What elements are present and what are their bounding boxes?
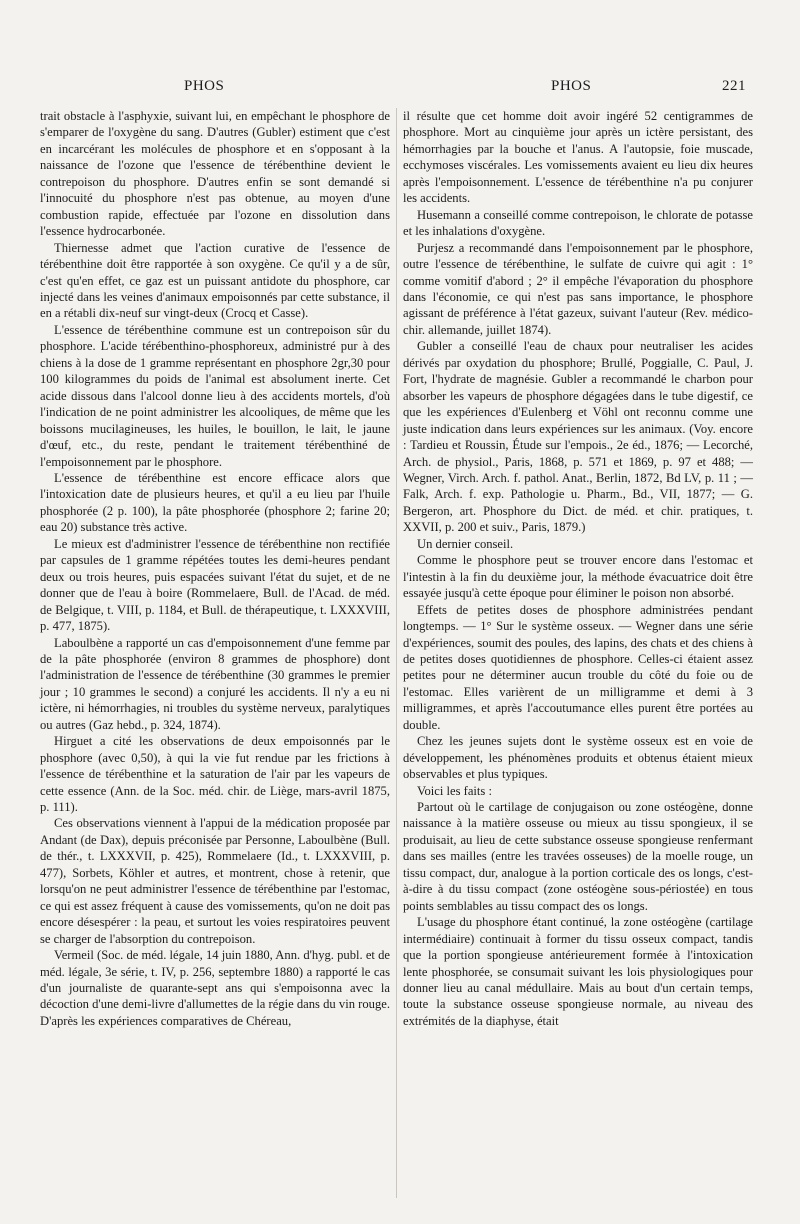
- left-column: [40, 108, 390, 1029]
- right-column: [403, 108, 753, 1029]
- paragraph: Ces observations viennent à l'appui de la médication proposée par Andant (de Dax), depuis préconisée par Personne, Laboulbène (Bull. de thér., t. LXXXVII, p. 425), Rommelaere (Id., t. LXXXVIII, p. 477), Sorbets, Köhler et autres, et montrent, chose à retenir, que lorsqu'on ne peut administrer l'essence de térébenthine par l'estomac, ce qui est assez fréquent à cause des vomissements, qu'on ne doit pas encore désespérer : la peau, et surtout les voies respiratoires peuvent se charger de l'absorption du contrepoison.: [40, 816, 390, 946]
- paragraph: Comme le phosphore peut se trouver encore dans l'estomac et l'intestin à la fin du deuxième jour, la méthode évacuatrice doit être essayée jusqu'à cette époque pour éliminer le poison non absorbé.: [403, 553, 753, 601]
- running-head-left: PHOS: [184, 78, 225, 94]
- paragraph: il résulte que cet homme doit avoir ingéré 52 centigrammes de phosphore. Mort au cinquième jour après un ictère persistant, des hémorrhagies par la bouche et l'anus. A l'autopsie, foie muscade, ecchymoses viscérales. Les vomissements avaient eu lieu dix heures après l'empoisonnement. L'essence de térébenthine n'a pu conjurer les accidents.: [403, 109, 753, 206]
- paragraph: Vermeil (Soc. de méd. légale, 14 juin 1880, Ann. d'hyg. publ. et de méd. légale, 3e série, t. IV, p. 256, septembre 1880) a rapporté le cas d'un journaliste de quarante-sept ans qui s'empoisonna avec la décoction d'une demi-livre d'allumettes de la régie dans du vin rouge. D'après les expériences comparatives de Chéreau,: [40, 948, 390, 1028]
- paragraph: Husemann a conseillé comme contrepoison, le chlorate de potasse et les inhalations d'oxygène.: [403, 207, 753, 239]
- paragraph: Partout où le cartilage de conjugaison ou zone ostéogène, donne naissance à la matière osseuse ou mieux au tissu spongieux, il se produisait, au lieu de cette substance osseuse spongieuse renfermant dans ses mailles (entre les travées osseuses) de la moelle rouge, un tissu compact, dur, analogue à la portion corticale des os longs, c'est-à-dire à du tissu compact (zone ostéogène sous-périostée) en tous points semblables au tissu compact des os longs.: [403, 800, 753, 913]
- paragraph: Effets de petites doses de phosphore administrées pendant longtemps. — 1° Sur le système osseux. — Wegner dans une série d'expériences, soumit des poules, des lapins, des chats et des chiens à de petites doses quotidiennes de phosphore. Celles-ci étaient assez petites pour ne déterminer aucun trouble du côté du foie ou de l'estomac. Elles varièrent de un milligramme et demi à 3 milligrammes, et après l'accoutumance elles purent être portées au double.: [403, 602, 753, 732]
- paragraph: L'usage du phosphore étant continué, la zone ostéogène (cartilage intermédiaire) continuait à former du tissu osseux compact, tandis que la portion spongieuse antérieurement formée à l'intoxication lente phosphorée, se consumait suivant les lois physiologiques pour donner lieu au canal médullaire. Mais au bout d'un certain temps, toute la substance osseuse spongieuse normale, au niveau des extrémités de la diaphyse, était: [403, 915, 753, 1028]
- paragraph: Chez les jeunes sujets dont le système osseux est en voie de développement, les phénomènes produits et obtenus étaient mieux observables et plus typiques.: [403, 734, 753, 782]
- paragraph: Un dernier conseil.: [417, 536, 514, 551]
- paragraph: Gubler a conseillé l'eau de chaux pour neutraliser les acides dérivés par oxydation du phosphore; Brullé, Poggialle, C. Paul, J. Fort, l'hydrate de magnésie. Gubler a recommandé le charbon pour absorber les vapeurs de phosphore dégagées dans le tube digestif, ce que les expériences d'Eulenberg et Vöhl ont reconnu comme une juste indication dans leurs expériences sur les animaux. (Voy. encore : Tardieu et Roussin, Étude sur l'empois., 2e éd., 1876; — Lecorché, Arch. de physiol., Paris, 1868, p. 571 et 1869, p. 97 et 488; — Wegner, Virch. Arch. f. pathol. Anat., Berlin, 1872, Bd LV, p. 11 ; — Falk, Arch. f. exp. Pathologie u. Pharm., Bd., VII, 1877; — G. Bergeron, art. Phosphore du Dict. de méd. et chir. pratiques, t. XXVII, p. 200 et suiv., Paris, 1879.): [403, 339, 753, 535]
- paragraph: Purjesz a recommandé dans l'empoisonnement par le phosphore, outre l'essence de térébenthine, le sulfate de cuivre qui agit : 1° comme vomitif d'abord ; 2° il empêche l'évaporation du phosphore dans l'économie, ce qui n'est pas sans importance, le phosphore agissant de préférence à l'état gazeux, suivant l'auteur (Rev. médico-chir. allemande, juillet 1874).: [403, 240, 753, 337]
- paragraph: Laboulbène a rapporté un cas d'empoisonnement d'une femme par de la pâte phosphorée (environ 8 grammes de phosphore) dont l'administration de l'essence de térébenthine (30 grammes le premier jour ; 10 grammes le second) a conjuré les accidents. Il n'y a eu ni ictère, ni hémorrhagies, ni troubles du système nerveux, paralytiques ou autres (Gaz hebd., p. 324, 1874).: [40, 635, 390, 732]
- column-divider: [396, 108, 397, 1198]
- paragraph: Le mieux est d'administrer l'essence de térébenthine non rectifiée par capsules de 1 gramme répétées toutes les demi-heures pendant deux ou trois heures, puis espacées suivant l'état du sujet, et de ne donner que de l'eau à boire (Rommelaere, Bull. de l'Acad. de méd. de Belgique, t. VIII, p. 1184, et Bull. de thérapeutique, t. LXXXVIII, p. 477, 1875).: [40, 536, 390, 634]
- paragraph: trait obstacle à l'asphyxie, suivant lui, en empêchant le phosphore de s'emparer de l'oxygène du sang. D'autres (Gubler) estiment que c'est en incarcérant les molécules de phosphore et en s'opposant à la naissance de l'ozone que l'essence de térébenthine devient le contrepoison du phosphore. D'autres enfin se sont demandé si l'innocuité du phosphore n'est pas obtenue, au moyen d'une combustion rapide, effectuée par l'ozone en dissolution dans l'essence hydrocarbonée.: [40, 109, 390, 239]
- page-number: 221: [722, 78, 746, 94]
- running-head-right: PHOS: [551, 78, 592, 94]
- paragraph: L'essence de térébenthine est encore efficace alors que l'intoxication date de plusieurs heures, et qu'il a eu lieu par l'huile phosphorée (2 p. 100), la pâte phosphorée (phosphore 2; farine 20; eau 20) substance très active.: [40, 470, 390, 535]
- paragraph: Voici les faits :: [417, 783, 492, 798]
- paragraph: L'essence de térébenthine commune est un contrepoison sûr du phosphore. L'acide térébenthino-phosphoreux, administré pur à des chiens à la dose de 1 gramme représentant en phosphore 2gr,30 pour 100 kilogrammes du poids de l'animal est absolument inerte. Cet acide dissous dans l'alcool donne lieu à des accidents mortels, d'où l'indication de ne point administrer les alcooliques, de même que les boissons mucilagineuses, les huiles, le bouillon, le lait, le jaune d'œuf, etc., du reste, pendant le traitement térébenthiné de l'empoisonnement par le phosphore.: [40, 322, 390, 469]
- paragraph: Thiernesse admet que l'action curative de l'essence de térébenthine doit être rapportée à son oxygène. Ce qu'il y a de sûr, c'est qu'en effet, ce gaz est un puissant antidote du phosphore, car injecté dans les veines d'animaux empoisonnés par cette substance, il en a rétabli dix-neuf sur vingt-deux (Crocq et Casse).: [40, 240, 390, 321]
- paragraph: Hirguet a cité les observations de deux empoisonnés par le phosphore (avec 0,50), à qui la vie fut rendue par les frictions à l'essence de térébenthine et la saturation de l'air par les vapeurs de cette essence (Ann. de la Soc. méd. chir. de Liège, mars-avril 1875, p. 111).: [40, 734, 390, 815]
